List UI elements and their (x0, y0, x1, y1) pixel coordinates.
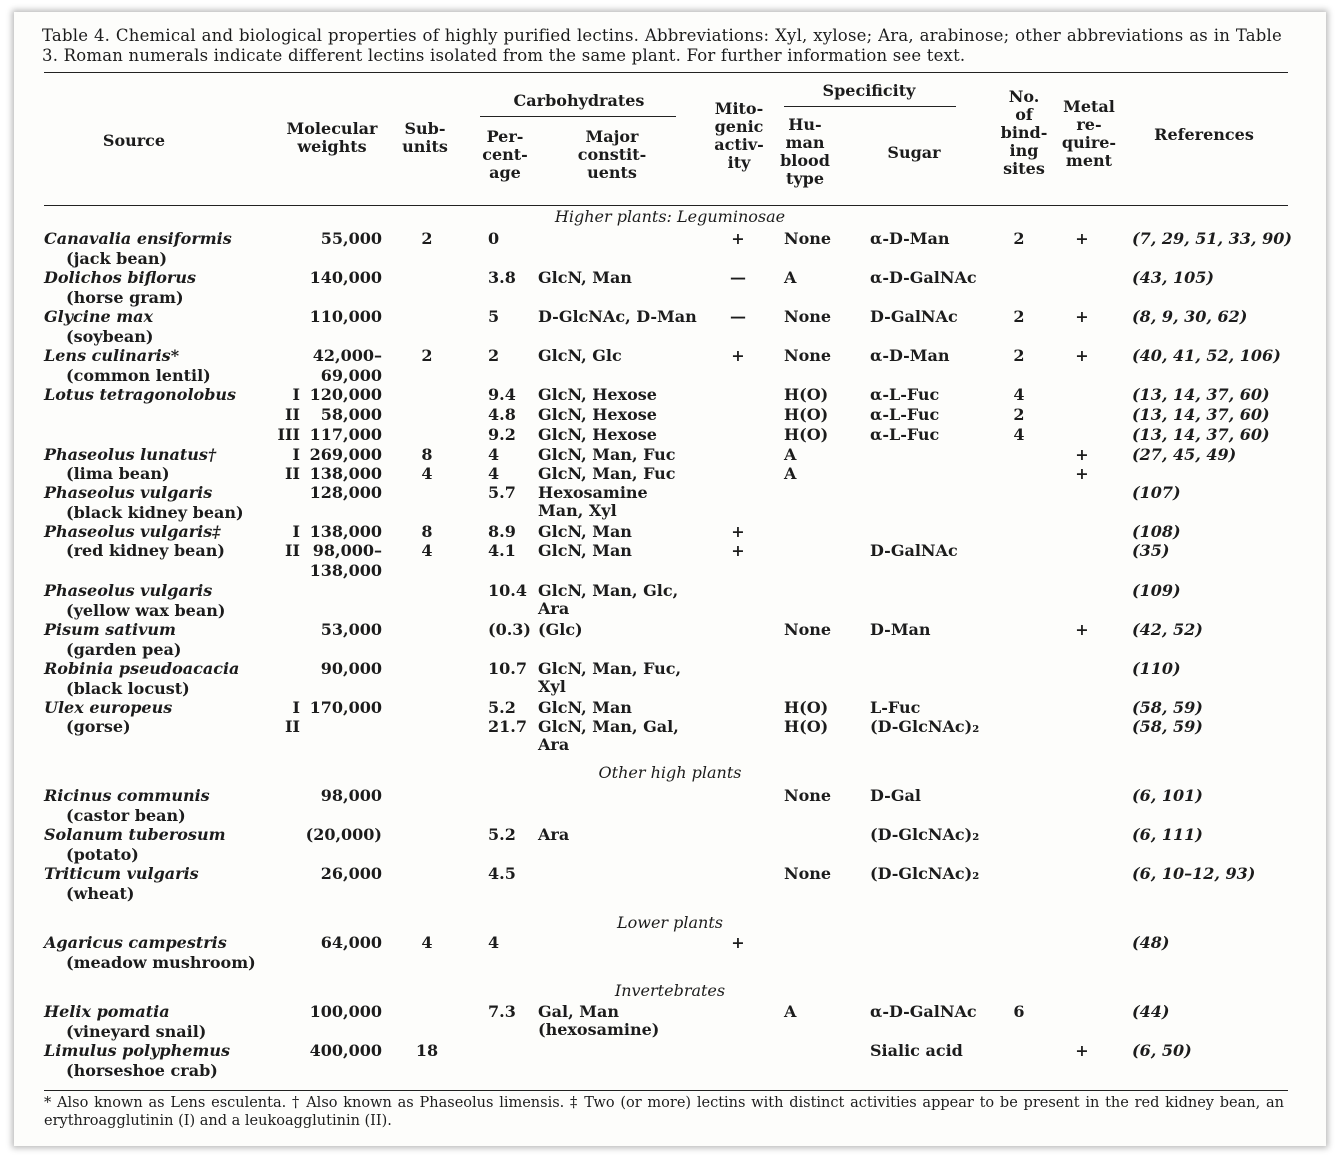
cell-common-name: (garden pea) (66, 640, 182, 659)
header-percentage: Per- cent- age (482, 127, 528, 182)
header-major-constituents: Major constit- uents (577, 127, 647, 182)
cell-mito: + (731, 346, 745, 365)
cell-pct: 4.5 (488, 864, 516, 883)
cell-maj: GlcN, Man, Gal, (538, 717, 679, 736)
cell-common-name: (horseshoe crab) (66, 1061, 218, 1080)
cell-blood: A (784, 445, 797, 464)
document-page (14, 12, 1326, 1146)
cell-sugar: D-Gal (870, 786, 921, 805)
cell-refs: (44) (1132, 1002, 1170, 1021)
cell-maj: Hexosamine (538, 483, 648, 502)
cell-mw: 140,000 (309, 268, 382, 287)
cell-src: Limulus polyphemus (44, 1041, 230, 1060)
cell-sugar: D-Man (870, 620, 931, 639)
header-bottom-rule (44, 205, 1288, 206)
cell-src: Helix pomatia (44, 1002, 170, 1021)
cell-metal: + (1075, 464, 1089, 483)
cell-mw: 138,000 (309, 522, 382, 541)
cell-sub: 4 (421, 464, 433, 483)
cell-mito: + (731, 522, 745, 541)
cell-pct: 5.7 (488, 483, 516, 502)
cell-metal: + (1075, 307, 1089, 326)
cell-sub: 4 (421, 541, 433, 560)
cell-refs: (42, 52) (1132, 620, 1203, 639)
cell-maj: GlcN, Man, Fuc (538, 464, 676, 483)
cell-pct: 3.8 (488, 268, 516, 287)
cell-sugar: L-Fuc (870, 698, 921, 717)
cell-sites: 2 (1013, 405, 1025, 424)
cell-refs: (109) (1132, 581, 1181, 600)
cell-num: II (285, 405, 300, 424)
cell-refs: (13, 14, 37, 60) (1132, 425, 1270, 444)
cell-pct: 5.2 (488, 825, 516, 844)
cell-common-name: (soybean) (66, 327, 154, 346)
header-source: Source (102, 131, 166, 150)
cell-mw: 53,000 (320, 620, 382, 639)
header-subunits: Sub- units (402, 119, 448, 156)
cell-blood: None (784, 229, 832, 248)
cell-pct: 9.4 (488, 385, 516, 404)
cell-common-name: (horse gram) (66, 288, 184, 307)
cell-mw: 90,000 (320, 659, 382, 678)
cell-src: Glycine max (44, 307, 154, 326)
cell-src: Ricinus communis (44, 786, 210, 805)
cell-mito: — (730, 307, 746, 326)
cell-blood: None (784, 864, 832, 883)
cell-blood: A (784, 1002, 797, 1021)
cell-src: Agaricus campestris (44, 933, 227, 952)
cell-maj: GlcN, Hexose (538, 425, 657, 444)
cell-mito: — (730, 268, 746, 287)
cell-src: (red kidney bean) (66, 541, 225, 560)
cell-src: Phaseolus vulgaris (44, 581, 213, 600)
cell-blood: None (784, 307, 832, 326)
cell-src: Triticum vulgaris (44, 864, 199, 883)
cell-refs: (13, 14, 37, 60) (1132, 385, 1270, 404)
cell-src: Dolichos biflorus (44, 268, 196, 287)
cell-sugar: α-D-Man (870, 346, 950, 365)
cell-mw: 117,000 (309, 425, 382, 444)
cell-pct: 4.8 (488, 405, 516, 424)
cell-major-continued: (hexosamine) (538, 1020, 660, 1039)
cell-mw: 100,000 (309, 1002, 382, 1021)
cell-maj: GlcN, Man (538, 522, 632, 541)
cell-mw: 42,000– (312, 346, 382, 365)
cell-mw: 98,000– (312, 541, 382, 560)
cell-refs: (6, 101) (1132, 786, 1203, 805)
section-label: Higher plants: Leguminosae (554, 207, 786, 226)
header-mitogenic-activity: Mito- genic activ- ity (714, 99, 764, 172)
header-carbohydrates: Carbohydrates (513, 91, 645, 110)
cell-metal: + (1075, 445, 1089, 464)
cell-num: I (292, 445, 300, 464)
cell-mw: 138,000 (309, 464, 382, 483)
specificity-rule (784, 106, 956, 107)
cell-src: Phaseolus vulgaris (44, 483, 213, 502)
cell-refs: (6, 50) (1132, 1041, 1192, 1060)
cell-mw: 64,000 (320, 933, 382, 952)
cell-src: Phaseolus lunatus† (44, 445, 217, 464)
cell-blood: A (784, 268, 797, 287)
cell-pct: 0 (488, 229, 500, 248)
bottom-rule (44, 1090, 1288, 1091)
cell-mw: 110,000 (309, 307, 382, 326)
cell-pct: 5.2 (488, 698, 516, 717)
cell-maj: D-GlcNAc, D-Man (538, 307, 697, 326)
cell-maj: Gal, Man (538, 1002, 619, 1021)
cell-refs: (8, 9, 30, 62) (1132, 307, 1248, 326)
cell-src: Ulex europeus (44, 698, 173, 717)
cell-mw: 98,000 (320, 786, 382, 805)
cell-src: Canavalia ensiformis (44, 229, 232, 248)
cell-blood: H(O) (784, 717, 829, 736)
cell-mw: 128,000 (309, 483, 382, 502)
cell-refs: (48) (1132, 933, 1170, 952)
cell-num: II (285, 541, 300, 560)
cell-sites: 2 (1013, 346, 1025, 365)
cell-mw: 120,000 (309, 385, 382, 404)
cell-src: (lima bean) (66, 464, 170, 483)
cell-sites: 2 (1013, 229, 1025, 248)
cell-sugar: α-D-Man (870, 229, 950, 248)
cell-sub: 2 (421, 346, 433, 365)
cell-pct: 4 (488, 445, 500, 464)
cell-num: I (292, 385, 300, 404)
cell-sites: 6 (1013, 1002, 1025, 1021)
cell-maj: GlcN, Man, Glc, (538, 581, 679, 600)
cell-mw: 170,000 (309, 698, 382, 717)
cell-pct: 8.9 (488, 522, 516, 541)
cell-sugar: (D-GlcNAc)₂ (870, 864, 980, 883)
cell-maj: GlcN, Man, Fuc, (538, 659, 682, 678)
cell-mw: (20,000) (305, 825, 382, 844)
header-references: References (1154, 125, 1254, 144)
cell-sugar: α-D-GalNAc (870, 1002, 977, 1021)
cell-blood: None (784, 786, 832, 805)
cell-refs: (35) (1132, 541, 1170, 560)
cell-blood: None (784, 620, 832, 639)
cell-common-name: (vineyard snail) (66, 1022, 207, 1041)
header-metal-requirement: Metal re- quire- ment (1061, 97, 1117, 170)
cell-sugar: α-L-Fuc (870, 385, 940, 404)
cell-major-continued: Ara (538, 599, 570, 618)
cell-major-continued: Ara (538, 735, 570, 754)
cell-metal: + (1075, 346, 1089, 365)
cell-maj: GlcN, Man (538, 698, 632, 717)
header-sugar: Sugar (887, 143, 941, 162)
cell-sites: 4 (1013, 425, 1025, 444)
cell-pct: 9.2 (488, 425, 516, 444)
cell-sub: 8 (421, 445, 433, 464)
cell-refs: (6, 10–12, 93) (1132, 864, 1256, 883)
carbohydrates-rule (480, 116, 676, 117)
cell-sites: 4 (1013, 385, 1025, 404)
cell-num: I (292, 522, 300, 541)
cell-sites: 2 (1013, 307, 1025, 326)
cell-pct: 2 (488, 346, 500, 365)
cell-common-name: (jack bean) (66, 249, 168, 268)
cell-sugar: α-L-Fuc (870, 405, 940, 424)
cell-maj: GlcN, Hexose (538, 385, 657, 404)
cell-src: (gorse) (66, 717, 131, 736)
cell-common-name: (meadow mushroom) (66, 953, 256, 972)
cell-mw: 400,000 (309, 1041, 382, 1060)
cell-common-name: (black locust) (66, 679, 190, 698)
cell-mw-continued: 69,000 (320, 366, 382, 385)
section-label: Lower plants (617, 913, 723, 932)
cell-blood: H(O) (784, 425, 829, 444)
cell-refs: (107) (1132, 483, 1181, 502)
cell-src: Pisum sativum (44, 620, 176, 639)
cell-maj: GlcN, Man (538, 268, 632, 287)
cell-refs: (40, 41, 52, 106) (1132, 346, 1281, 365)
cell-maj: GlcN, Hexose (538, 405, 657, 424)
cell-refs: (7, 29, 51, 33, 90) (1132, 229, 1292, 248)
cell-pct: 5 (488, 307, 500, 326)
header-specificity: Specificity (822, 81, 916, 100)
cell-refs: (43, 105) (1132, 268, 1214, 287)
cell-pct: 4.1 (488, 541, 516, 560)
table-caption: Table 4. Chemical and biological properties of highly purified lectins. Abbreviations: Xyl, xylose; Ara, arabinose; other abbreviations as in Table 3. Roman numerals indicate different lectins isolated from the same plant. For further information see text. (42, 26, 1282, 65)
section-label: Invertebrates (614, 981, 726, 1000)
cell-pct: 7.3 (488, 1002, 516, 1021)
cell-sugar: α-D-GalNAc (870, 268, 977, 287)
cell-pct: 10.4 (488, 581, 527, 600)
cell-sugar: (D-GlcNAc)₂ (870, 717, 980, 736)
cell-common-name: (potato) (66, 845, 139, 864)
cell-maj: GlcN, Man (538, 541, 632, 560)
cell-sub: 2 (421, 229, 433, 248)
cell-src: Solanum tuberosum (44, 825, 226, 844)
cell-pct: 4 (488, 464, 500, 483)
cell-refs: (110) (1132, 659, 1181, 678)
cell-major-continued: Xyl (538, 677, 566, 696)
cell-mw: 58,000 (320, 405, 382, 424)
cell-pct: 21.7 (488, 717, 527, 736)
cell-mito: + (731, 229, 745, 248)
top-rule (44, 72, 1288, 73)
cell-blood: None (784, 346, 832, 365)
cell-refs: (108) (1132, 522, 1181, 541)
cell-mw: 55,000 (320, 229, 382, 248)
cell-metal: + (1075, 620, 1089, 639)
section-label: Other high plants (598, 763, 742, 782)
cell-sub: 4 (421, 933, 433, 952)
cell-metal: + (1075, 229, 1089, 248)
cell-maj: (Glc) (538, 620, 583, 639)
cell-refs: (6, 111) (1132, 825, 1203, 844)
cell-mw: 26,000 (320, 864, 382, 883)
cell-num: II (285, 717, 300, 736)
cell-src: Lens culinaris* (44, 346, 180, 365)
cell-mito: + (731, 933, 745, 952)
cell-common-name: (castor bean) (66, 806, 186, 825)
cell-sugar: Sialic acid (870, 1041, 963, 1060)
cell-metal: + (1075, 1041, 1089, 1060)
cell-refs: (58, 59) (1132, 717, 1203, 736)
cell-sugar: (D-GlcNAc)₂ (870, 825, 980, 844)
cell-mito: + (731, 541, 745, 560)
cell-refs: (13, 14, 37, 60) (1132, 405, 1270, 424)
cell-sugar: D-GalNAc (870, 541, 958, 560)
cell-maj: GlcN, Glc (538, 346, 622, 365)
cell-refs: (27, 45, 49) (1132, 445, 1237, 464)
cell-maj: Ara (538, 825, 570, 844)
cell-maj: GlcN, Man, Fuc (538, 445, 676, 464)
cell-pct: 10.7 (488, 659, 527, 678)
cell-pct: (0.3) (488, 620, 531, 639)
footnote: * Also known as Lens esculenta. † Also known as Phaseolus limensis. ‡ Two (or more) lectins with distinct activities appear to be present in the red kidney bean, an erythroagglutinin (I) and a leukoagglutinin (II). (44, 1095, 1284, 1129)
cell-src: Lotus tetragonolobus (44, 385, 237, 404)
cell-mw: 269,000 (309, 445, 382, 464)
cell-common-name: (black kidney bean) (66, 503, 244, 522)
cell-num: III (277, 425, 300, 444)
cell-blood: A (784, 464, 797, 483)
cell-src: Phaseolus vulgaris‡ (44, 522, 221, 541)
cell-src: Robinia pseudoacacia (44, 659, 240, 678)
header-molecular-weights: Molecular weights (286, 119, 378, 156)
cell-mw-continued: 138,000 (309, 561, 382, 580)
cell-blood: H(O) (784, 405, 829, 424)
cell-common-name: (wheat) (66, 884, 135, 903)
header-blood-type: Hu- man blood type (780, 115, 830, 188)
cell-sugar: D-GalNAc (870, 307, 958, 326)
cell-major-continued: Man, Xyl (538, 501, 617, 520)
cell-blood: H(O) (784, 385, 829, 404)
cell-sub: 18 (415, 1041, 439, 1060)
cell-refs: (58, 59) (1132, 698, 1203, 717)
cell-blood: H(O) (784, 698, 829, 717)
header-binding-sites: No. of bind- ing sites (1000, 87, 1048, 178)
cell-num: I (292, 698, 300, 717)
cell-num: II (285, 464, 300, 483)
cell-common-name: (yellow wax bean) (66, 601, 226, 620)
cell-pct: 4 (488, 933, 500, 952)
cell-sugar: α-L-Fuc (870, 425, 940, 444)
cell-common-name: (common lentil) (66, 366, 211, 385)
cell-sub: 8 (421, 522, 433, 541)
